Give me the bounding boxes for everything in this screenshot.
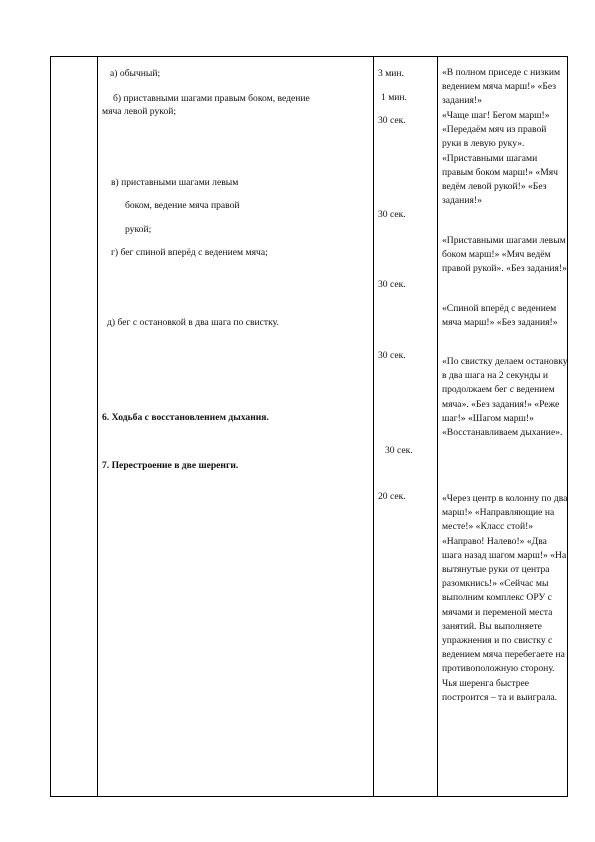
- dosage: 3 мин.: [378, 68, 404, 79]
- exercise-b-line1: б) приставными шагами правым боком, ведение: [113, 93, 310, 104]
- dosage: 30 сек.: [385, 445, 413, 456]
- column-divider: [373, 57, 374, 796]
- dosage: 30 сек.: [378, 209, 406, 220]
- exercise-v-line3: рукой;: [125, 224, 152, 235]
- dosage: 30 сек.: [378, 115, 406, 126]
- exercise-v-line1: в) приставными шагами левым: [111, 177, 239, 188]
- exercise-a: а) обычный;: [110, 68, 161, 79]
- method-comment: «Через центр в колонну по два марш!» «Направляющие на месте!» «Класс стой!» «Направо! Налево!» «Два шага назад шагом марш!» «На вытянутые руки от центра разомкнись!» «Сейчас мы выполним комплекс ОРУ с мячами и переменой места занятий. Вы выполняете упражнения и по свистку с ведением мяча перебегаете на противоположную сторону. Чья шеренга быстрее построится – та и выиграла.: [442, 493, 568, 703]
- method-comment: «Спиной вперёд с ведением мяча марш!» «Без задания!»: [442, 303, 558, 329]
- method-comment: «В полном приседе с низким ведением мяча марш!» «Без задания!»: [442, 67, 561, 107]
- column-divider: [437, 57, 438, 796]
- dosage: 20 сек.: [378, 491, 406, 502]
- item-6: 6. Ходьба с восстановлением дыхания.: [102, 412, 269, 423]
- dosage: 30 сек.: [378, 279, 406, 290]
- dosage: 30 сек.: [378, 350, 406, 361]
- exercise-v-line2: боком, ведение мяча правой: [125, 200, 240, 211]
- column-divider: [97, 57, 98, 796]
- item-7: 7. Перестроение в две шеренги.: [102, 460, 239, 471]
- method-comment: «Чаще шаг! Бегом марш!» «Передаём мяч из правой руки в левую руку». «Приставными шагами правым боком марш!» «Мяч ведём левой рукой!» «Без задания!»: [442, 110, 558, 207]
- method-comment: «По свистку делаем остановку в два шага на 2 секунды и продолжаем бег с ведением мяча». «Без задания!» «Реже шаг!» «Шагом марш!» «Восстанавливаем дыхание».: [442, 356, 568, 439]
- exercise-b-line2: мяча левой рукой;: [102, 106, 177, 117]
- exercise-d: д) бег с остановкой в два шага по свистку.: [107, 317, 279, 328]
- method-comment: «Приставными шагами левым боком марш!» «Мяч ведём правой рукой». «Без задания!»: [442, 235, 567, 275]
- exercise-g: г) бег спиной вперёд с ведением мяча;: [111, 247, 268, 258]
- dosage: 1 мин.: [381, 92, 407, 103]
